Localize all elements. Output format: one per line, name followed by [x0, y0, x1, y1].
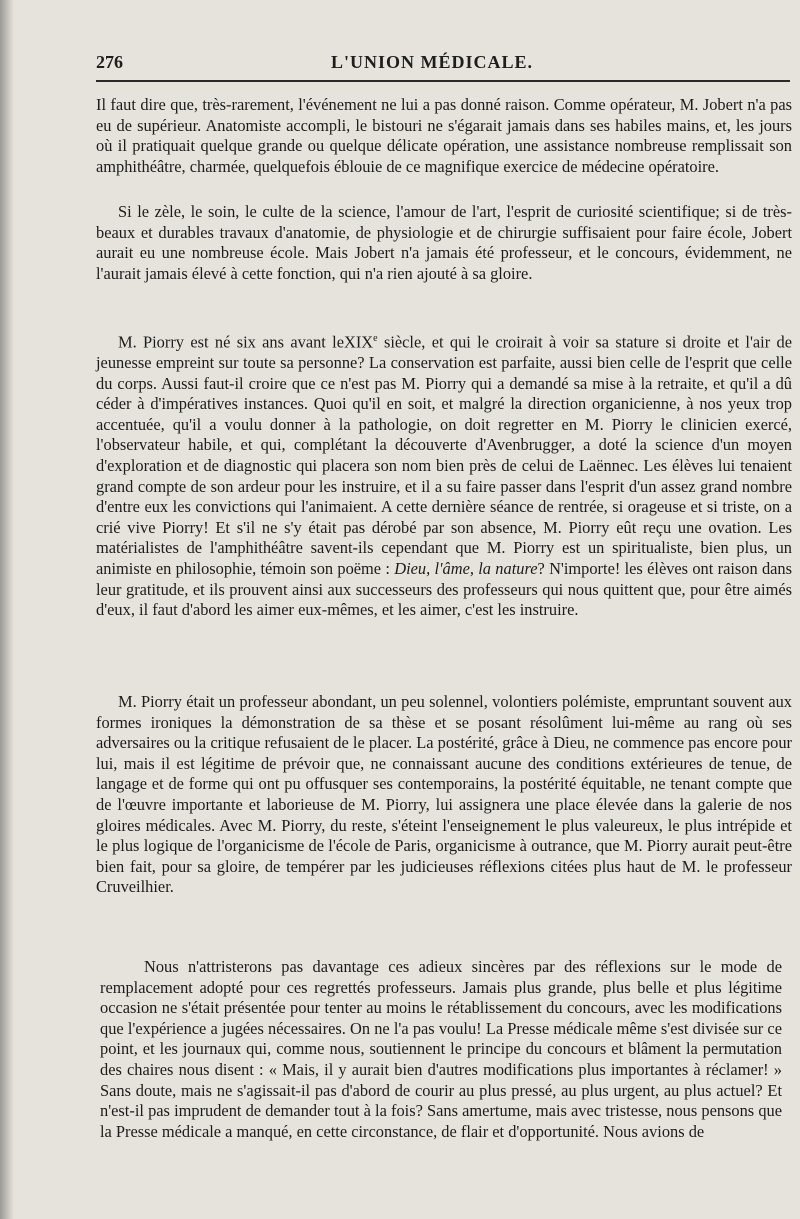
piorry-text-end: ? N'importe! les élèves ont raison dans leur gratitude, et ils prouvent ainsi aux successeurs des professeurs qui nous quittent que, pour être aimés d'eux, il faut d'abord les aimer eux-mêmes, et les aimer, c'est les instruire.	[96, 559, 793, 620]
century-numeral: XIX	[344, 332, 374, 352]
paragraph-jobert-ecole: Si le zèle, le soin, le culte de la science, l'amour de l'art, l'esprit de curiosité scientifique; si de très-beaux et durables travaux d'anatomie, de physiologie et de chirurgie suffisaient pour faire école, Jobert aurait eu une nombreuse école. Mais Jobert n'a jamais été professeur, et le concours, évidemment, ne l'aurait jamais élevé à cette fonction, qui n'a rien ajouté à sa gloire.	[96, 202, 792, 283]
header-rule	[96, 80, 790, 82]
paragraph-piorry-professeur: M. Piorry était un professeur abondant, un peu solennel, volontiers polémiste, empruntant souvent aux formes ironiques la démonstration de sa thèse et se posant résolûment lui-même au rang où ses adversaires ou la critique refusaient de le placer. La postérité, grâce à Dieu, ne commence pas encore pour lui, mais il est légitime de prévoir que, ne connaissant aucune des conditions extérieures de tenue, de langage et de forme qui ont pu offusquer ses contemporains, la postérité équitable, ne tenant compte que de l'œuvre importante et laborieuse de M. Piorry, lui assignera une place élevée dans la galerie de nos gloires médicales. Avec M. Piorry, du reste, s'éteint l'enseignement le plus valeureux, le plus intrépide et le plus logique de l'organicisme de l'école de Paris, organicisme à outrance, que M. Piorry aurait peut-être bien fait, pour sa gloire, de tempérer par les judicieuses réflexions citées plus haut de M. le professeur Cruveilhier.	[96, 692, 792, 897]
poem-title: Dieu, l'âme, la nature	[394, 559, 538, 578]
page-header	[96, 52, 786, 76]
paragraph-remplacement: Nous n'attristerons pas davantage ces adieux sincères par des réflexions sur le mode de remplacement adopté pour ces regrettés professeurs. Jamais plus grande, plus belle et plus légitime occasion ne s'était présentée pour tenter au moins le rétablissement du concours, avec les modifications que l'expérience a jugées nécessaires. On ne l'a pas voulu! La Presse médicale même s'est divisée sur ce point, et les journaux qui, comme nous, soutiennent le principe du concours et blâment la permutation des chaires nous disent : « Mais, il y aurait bien d'autres modifications plus importantes à réclamer! » Sans doute, mais ne s'agissait-il pas d'abord de courir au plus pressé, au plus urgent, au plus actuel? Et n'est-il pas imprudent de demander tout à la fois? Sans amertume, mais avec tristesse, nous pensons que la Presse médicale a manqué, en cette circonstance, de flair et d'opportunité. Nous avions de	[100, 957, 782, 1141]
paragraph-jobert-operateur: Il faut dire que, très-rarement, l'événement ne lui a pas donné raison. Comme opérateur, M. Jobert n'a pas eu de supérieur. Anatomiste accompli, le bistouri ne s'égarait jamais dans ses habiles mains, et, les jours où il pratiquait quelque grande ou quelque délicate opération, une assistance nombreuse remplissait son amphithéâtre, charmée, quelquefois éblouie de ce magnifique exercice de médecine opératoire.	[96, 95, 792, 176]
century-superscript: e	[373, 333, 378, 344]
running-title: L'UNION MÉDICALE.	[331, 52, 534, 72]
page-number: 276	[96, 52, 123, 72]
binding-shadow	[0, 0, 14, 1219]
paragraph-piorry	[96, 329, 792, 621]
piorry-text-start: M. Piorry est né six ans avant le	[118, 332, 345, 352]
piorry-text-middle: siècle, et qui le croirait à voir sa stature si droite et l'air de jeunesse empreint sur toute sa personne? La conservation est parfaite, aussi bien celle de l'esprit que celle du corps. Aussi faut-il croire que ce n'est pas M. Piorry qui a demandé sa mise à la retraite, et qu'il a dû céder à d'impératives instances. Quoi qu'il en soit, et malgré la direction organicienne, à nos yeux trop accentuée, qu'il a voulu donner à la pathologie, on doit regretter en M. Piorry le clinicien exercé, l'observateur habile, et qui, complétant la découverte d'Avenbrugger, a doté la science d'un moyen d'exploration et de diagnostic qui placera son nom bien près de celui de Laënnec. Les élèves lui tenaient grand compte de son ardeur pour les instruire, et il a su faire passer dans l'esprit d'un assez grand nombre d'entre eux les convictions qui l'animaient. A cette dernière séance de rentrée, si orageuse et si triste, on a crié vive Piorry! Et s'il ne s'y était pas dérobé par son absence, M. Piorry eût reçu une ovation. Les matérialistes de l'amphithéâtre savent-ils cependant que M. Piorry est un spiritualiste, bien plus, un animiste en philosophie, témoin son poëme :	[96, 332, 792, 578]
